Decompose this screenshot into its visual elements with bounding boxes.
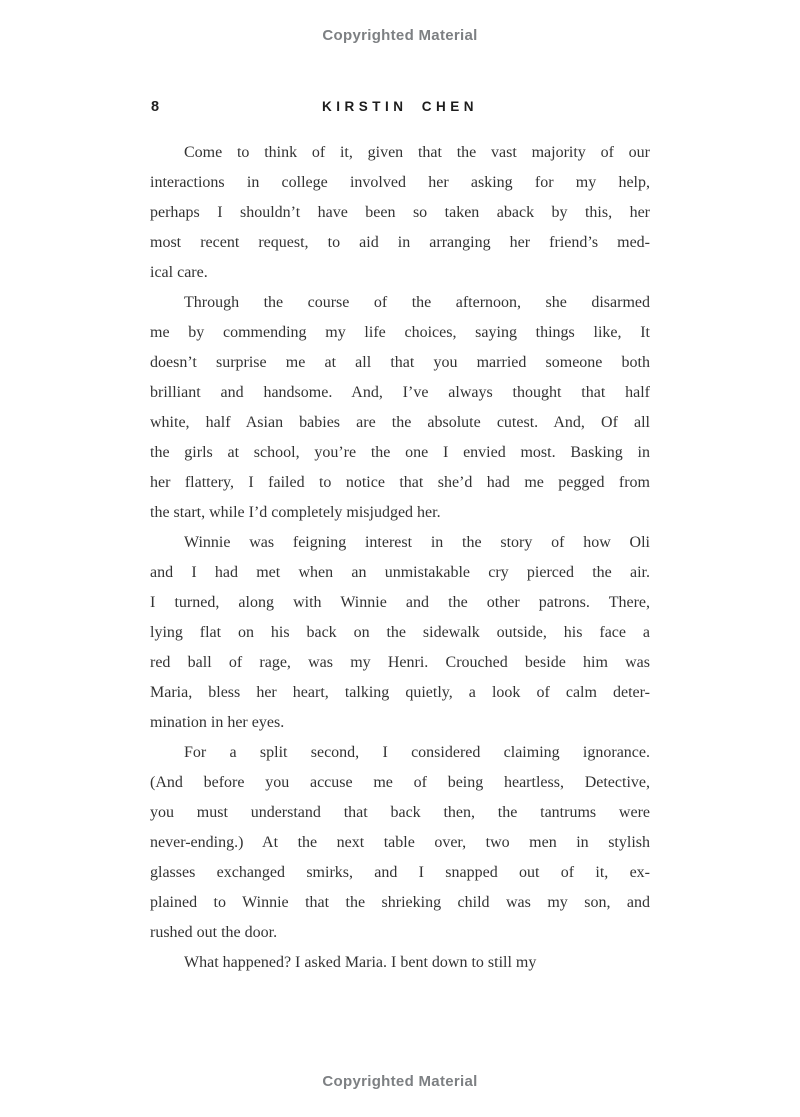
- text-line: Maria, bless her heart, talking quietly, a look of calm deter-: [150, 684, 650, 701]
- text-line: and I had met when an unmistakable cry pierced the air.: [150, 564, 650, 581]
- text-line: For a split second, I considered claiming ignorance.: [184, 744, 650, 761]
- text-line: her flattery, I failed to notice that she’d had me pegged from: [150, 474, 650, 491]
- paragraph: [150, 288, 650, 528]
- paragraph: [150, 948, 650, 978]
- text-line: doesn’t surprise me at all that you married someone both: [150, 354, 650, 371]
- text-line: plained to Winnie that the shrieking child was my son, and: [150, 894, 650, 911]
- page-number: 8: [151, 99, 160, 115]
- running-head-author: KIRSTIN CHEN: [321, 99, 478, 114]
- body-text: [150, 138, 650, 978]
- text-line: Come to think of it, given that the vast majority of our: [184, 144, 650, 161]
- text-line: mination in her eyes.: [150, 714, 285, 731]
- paragraph: [150, 138, 650, 288]
- text-line: most recent request, to aid in arranging her friend’s med-: [150, 234, 650, 251]
- text-line: rushed out the door.: [150, 924, 278, 941]
- text-line: ical care.: [150, 264, 208, 281]
- running-header: [0, 99, 800, 119]
- text-line: brilliant and handsome. And, I’ve always thought that half: [150, 384, 650, 401]
- text-line: interactions in college involved her asking for my help,: [150, 174, 650, 191]
- text-line: What happened? I asked Maria. I bent down to still my: [184, 954, 537, 971]
- text-line: Through the course of the afternoon, she disarmed: [184, 294, 650, 311]
- text-line: me by commending my life choices, saying things like, It: [150, 324, 650, 341]
- text-line: I turned, along with Winnie and the other patrons. There,: [150, 594, 650, 611]
- text-line: Winnie was feigning interest in the story of how Oli: [184, 534, 650, 551]
- text-line: white, half Asian babies are the absolute cutest. And, Of all: [150, 414, 650, 431]
- copyright-notice-top: Copyrighted Material: [322, 27, 478, 44]
- copyright-notice-bottom: Copyrighted Material: [322, 1073, 478, 1090]
- text-line: you must understand that back then, the tantrums were: [150, 804, 650, 821]
- text-line: the girls at school, you’re the one I envied most. Basking in: [150, 444, 650, 461]
- text-line: (And before you accuse me of being heartless, Detective,: [150, 774, 650, 791]
- text-line: red ball of rage, was my Henri. Crouched beside him was: [150, 654, 650, 671]
- text-line: perhaps I shouldn’t have been so taken aback by this, her: [150, 204, 650, 221]
- text-line: the start, while I’d completely misjudged her.: [150, 504, 441, 521]
- text-line: glasses exchanged smirks, and I snapped out of it, ex-: [150, 864, 650, 881]
- paragraph: [150, 738, 650, 948]
- text-line: lying flat on his back on the sidewalk outside, his face a: [150, 624, 650, 641]
- text-line: never-ending.) At the next table over, two men in stylish: [150, 834, 650, 851]
- paragraph: [150, 528, 650, 738]
